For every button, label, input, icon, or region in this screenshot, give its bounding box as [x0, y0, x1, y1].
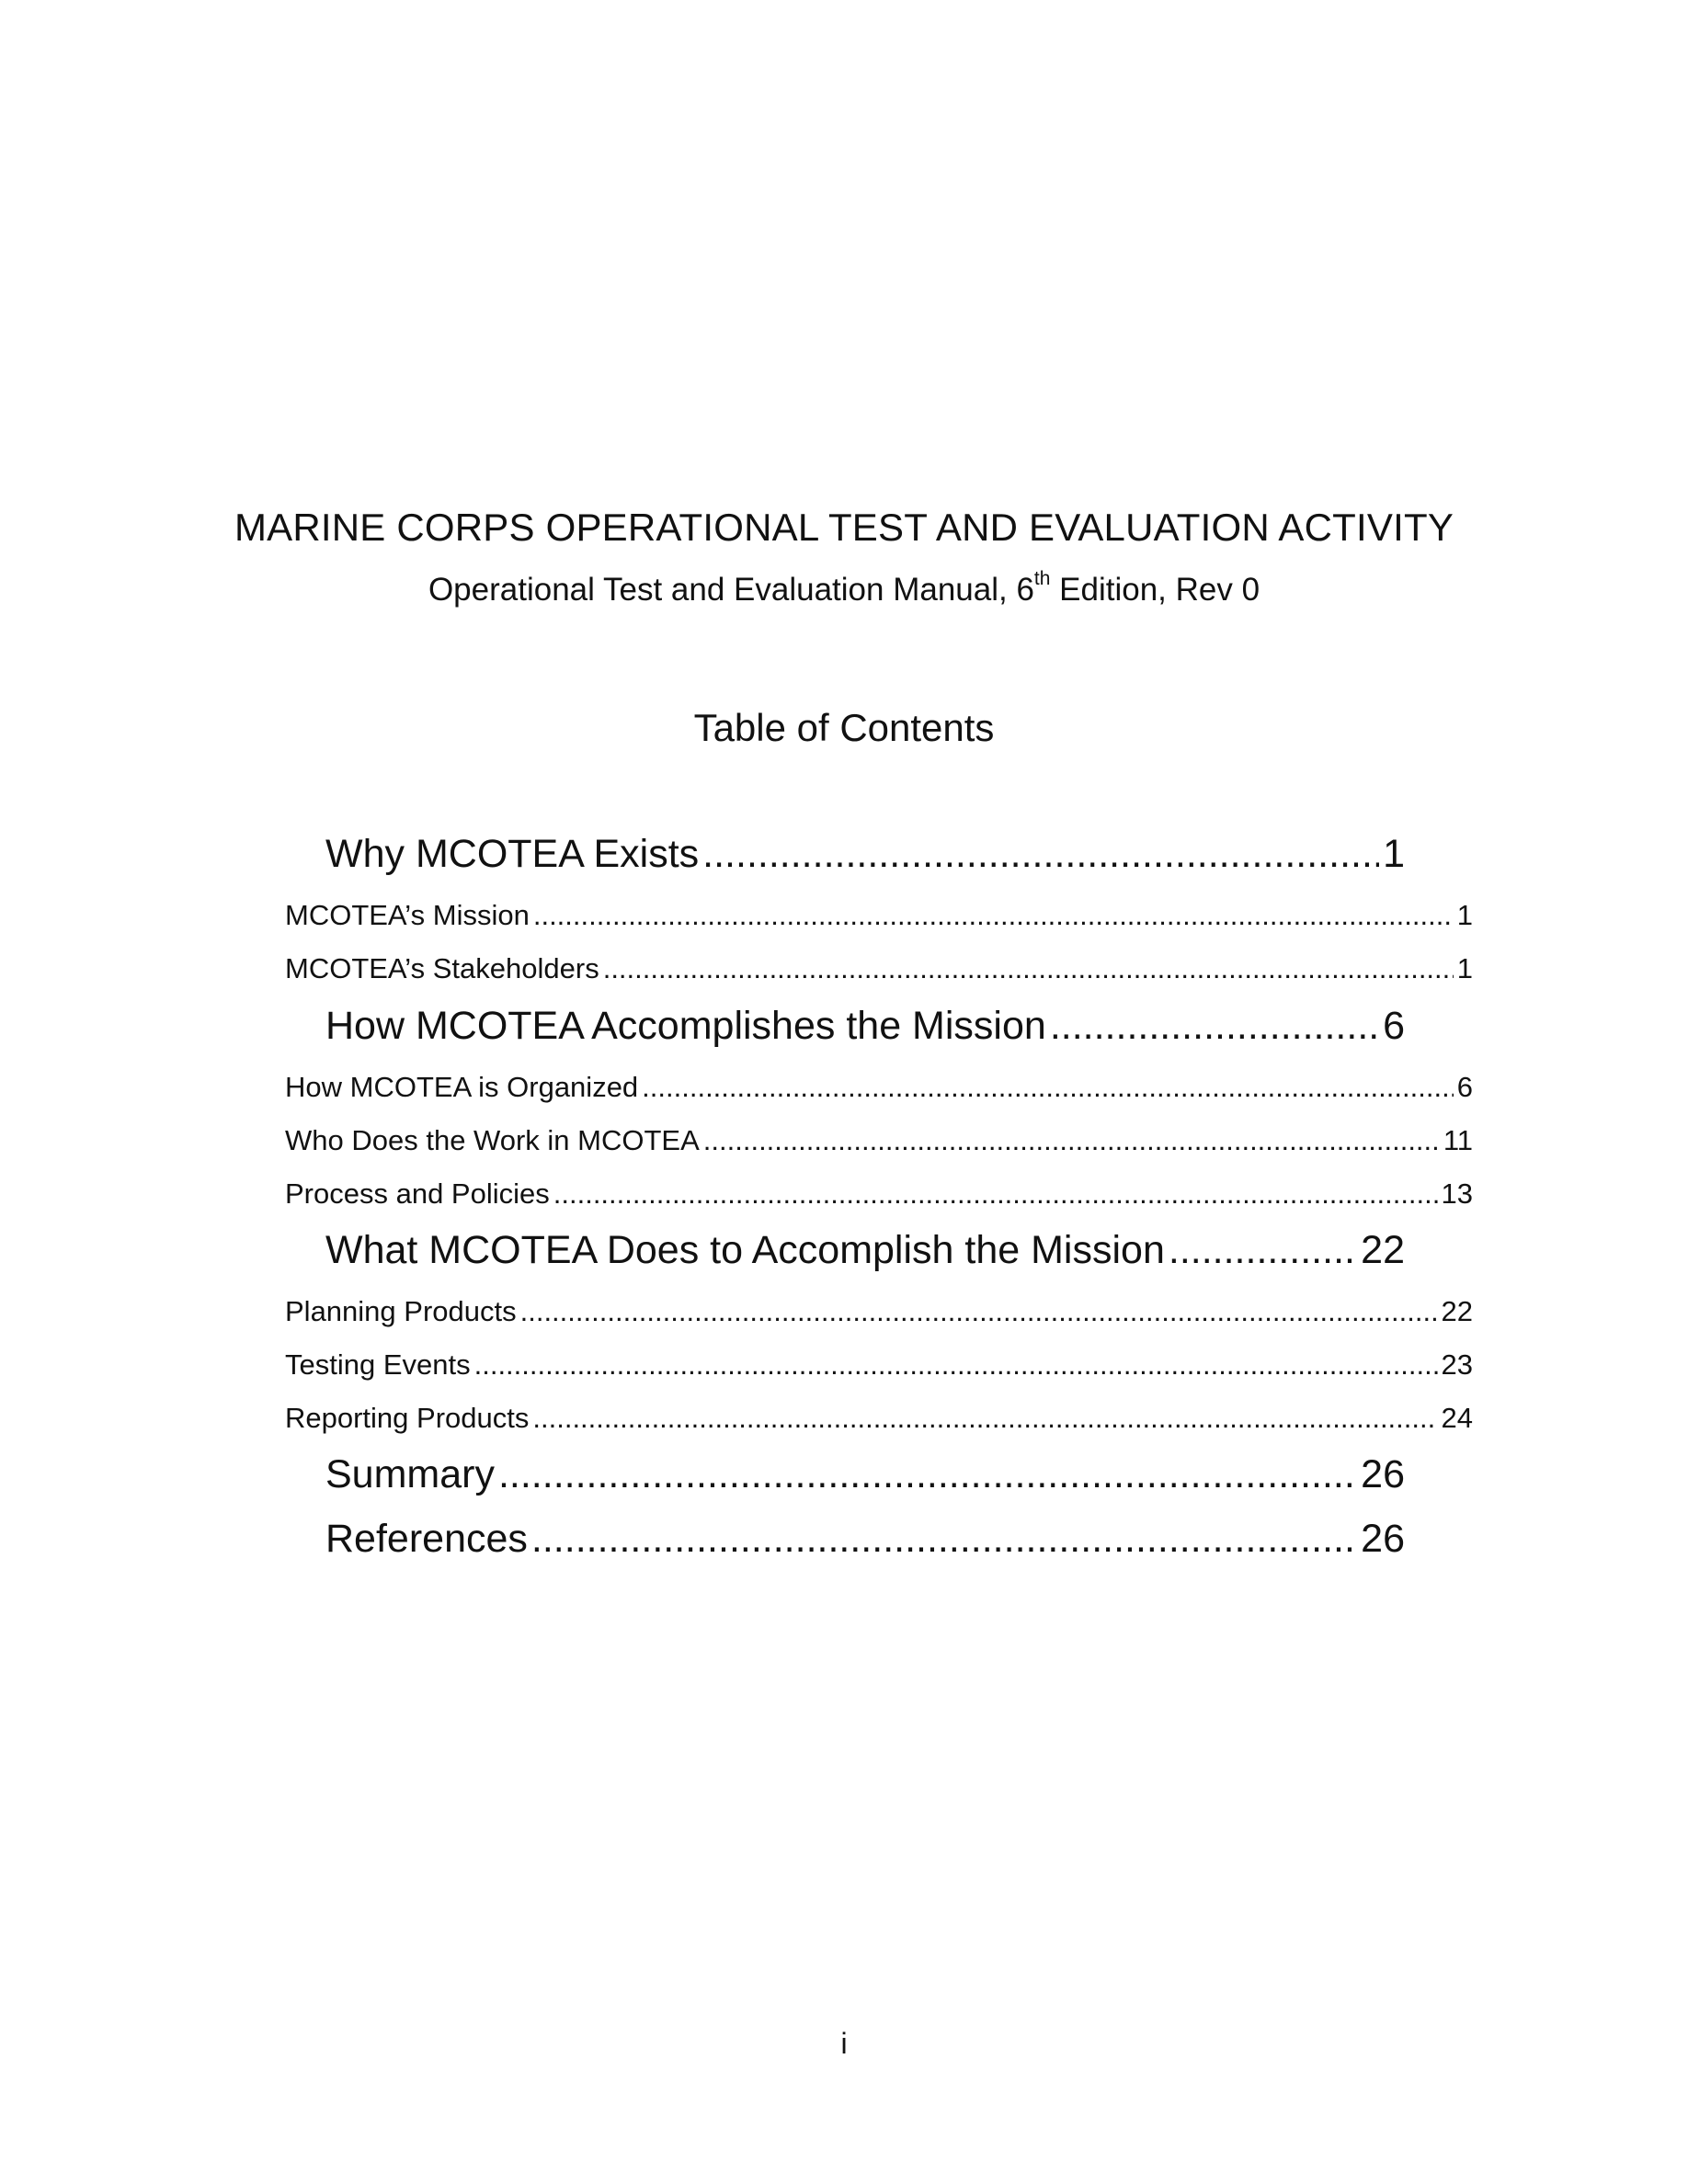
toc-entry-label: MCOTEA’s Mission — [285, 899, 530, 931]
document-title: MARINE CORPS OPERATIONAL TEST AND EVALUATION ACTIVITY — [234, 506, 1454, 549]
toc-entry-planning-products[interactable] — [285, 1295, 1473, 1328]
subtitle-edition: Edition, Rev 0 — [1050, 572, 1260, 608]
toc-dot-leader — [533, 899, 1454, 932]
toc-entry-page-number: 22 — [1441, 1295, 1473, 1327]
toc-entry-label: References — [325, 1517, 528, 1561]
toc-dot-leader — [531, 1517, 1357, 1562]
toc-entry-label: How MCOTEA is Organized — [285, 1071, 639, 1103]
toc-entry-mcotea-stakeholders[interactable] — [285, 952, 1473, 985]
toc-entry-how-mcotea-organized[interactable] — [285, 1071, 1473, 1104]
toc-dot-leader — [703, 1124, 1440, 1157]
toc-entry-how-mcotea-accomplishes[interactable] — [325, 1004, 1405, 1049]
toc-entry-label: Testing Events — [285, 1348, 471, 1381]
document-subtitle — [0, 568, 1688, 609]
toc-entry-testing-events[interactable] — [285, 1348, 1473, 1382]
toc-entry-page-number: 1 — [1456, 952, 1473, 984]
toc-entry-label: Planning Products — [285, 1295, 517, 1327]
toc-dot-leader — [1050, 1004, 1379, 1049]
toc-dot-leader — [553, 1177, 1438, 1211]
toc-entry-label: How MCOTEA Accomplishes the Mission — [325, 1004, 1046, 1048]
toc-entry-page-number: 23 — [1441, 1348, 1473, 1381]
toc-entry-page-number: 24 — [1441, 1402, 1473, 1434]
toc-entry-page-number: 6 — [1456, 1071, 1473, 1103]
toc-dot-leader — [603, 952, 1454, 985]
page-number: i — [840, 2027, 848, 2060]
toc-entry-label: Process and Policies — [285, 1177, 550, 1210]
toc-dot-leader — [1169, 1228, 1357, 1273]
toc-heading: Table of Contents — [693, 706, 995, 749]
toc-entry-label: Why MCOTEA Exists — [325, 832, 700, 876]
toc-entry-page-number: 26 — [1361, 1452, 1405, 1496]
toc-entry-page-number: 22 — [1361, 1228, 1405, 1272]
toc-entry-page-number: 1 — [1383, 832, 1405, 876]
subtitle-superscript: th — [1033, 568, 1051, 590]
toc-entry-who-does-the-work[interactable] — [285, 1124, 1473, 1157]
toc-dot-leader — [498, 1452, 1357, 1497]
toc-entry-reporting-products[interactable] — [285, 1402, 1473, 1435]
toc-entry-page-number: 11 — [1443, 1124, 1473, 1156]
toc-dot-leader — [642, 1071, 1454, 1104]
toc-entry-summary[interactable] — [325, 1452, 1405, 1497]
toc-dot-leader — [532, 1402, 1437, 1435]
toc-entry-what-mcotea-does[interactable] — [325, 1228, 1405, 1273]
toc-entry-why-mcotea-exists[interactable] — [325, 832, 1405, 877]
toc-entry-page-number: 1 — [1456, 899, 1473, 931]
toc-dot-leader — [702, 832, 1379, 877]
toc-entry-references[interactable] — [325, 1517, 1405, 1562]
toc-entry-label: What MCOTEA Does to Accomplish the Mission — [325, 1228, 1165, 1272]
subtitle-main: Operational Test and Evaluation Manual, 6 — [428, 572, 1034, 608]
toc-entry-process-and-policies[interactable] — [285, 1177, 1473, 1211]
toc-entry-page-number: 6 — [1383, 1004, 1405, 1048]
toc-entry-label: Who Does the Work in MCOTEA — [285, 1124, 700, 1156]
toc-entry-page-number: 13 — [1441, 1177, 1473, 1210]
toc-entry-mcotea-mission[interactable] — [285, 899, 1473, 932]
toc-entry-page-number: 26 — [1361, 1517, 1405, 1561]
toc-dot-leader — [474, 1348, 1438, 1382]
toc-entry-label: MCOTEA’s Stakeholders — [285, 952, 599, 984]
toc-entry-label: Reporting Products — [285, 1402, 530, 1434]
toc-entry-label: Summary — [325, 1452, 495, 1496]
toc-dot-leader — [520, 1295, 1438, 1328]
